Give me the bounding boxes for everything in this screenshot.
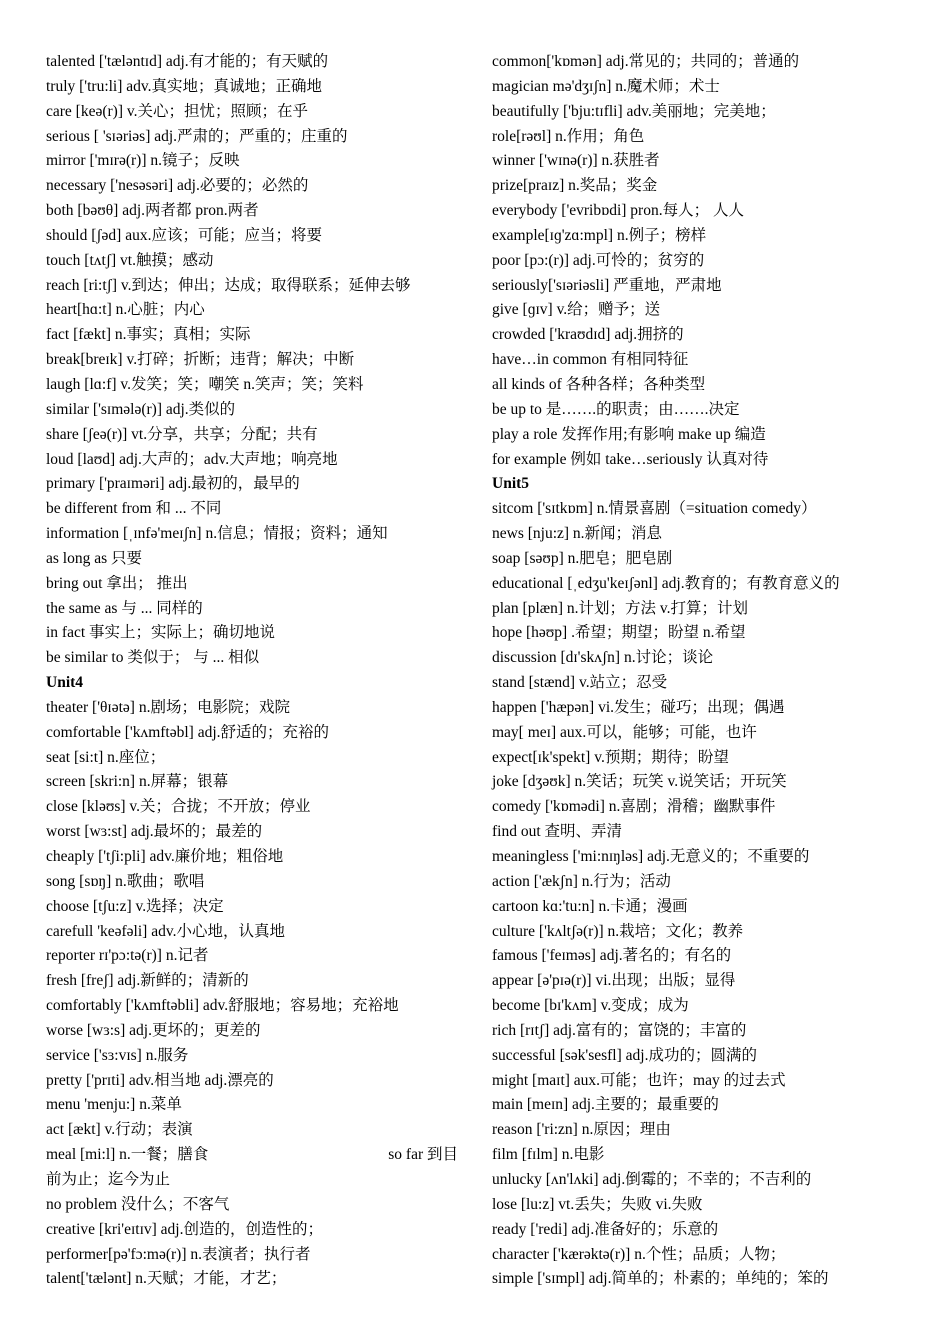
vocab-entry: in fact 事实上；实际上；确切地说 xyxy=(46,624,276,642)
vocab-entry: winner ['wɪnə(r)] n.获胜者 xyxy=(492,152,660,170)
vocab-entry: action ['ækʃn] n.行为；活动 xyxy=(492,872,671,890)
vocab-entry: should [ʃəd] aux.应该；可能；应当；将要 xyxy=(46,226,322,244)
vocab-entry: service ['sɜ:vɪs] n.服务 xyxy=(46,1046,189,1064)
vocab-entry: reporter rɪ'pɔ:tə(r)] n.记者 xyxy=(46,947,209,965)
vocab-entry: plan [plæn] n.计划；方法 v.打算；计划 xyxy=(492,599,749,617)
vocab-entry: discussion [dɪ'skʌʃn] n.讨论；谈论 xyxy=(492,649,714,667)
vocab-entry: simple ['sɪmpl] adj.简单的；朴素的；单纯的；笨的 xyxy=(492,1270,829,1288)
vocab-entry: hope [həʊp] .希望；期望；盼望 n.希望 xyxy=(492,624,746,642)
vocab-entry: the same as 与 ... 同样的 xyxy=(46,599,203,617)
vocab-entry: comfortable ['kʌmftəbl] adj.舒适的；充裕的 xyxy=(46,723,330,741)
vocab-entry: main [meɪn] adj.主要的；最重要的 xyxy=(492,1096,719,1114)
right-column xyxy=(492,50,932,1292)
vocab-entry: truly ['tru:li] adv.真实地；真诚地；正确地 xyxy=(46,77,323,95)
vocab-entry: worst [wɜ:st] adj.最坏的；最差的 xyxy=(46,823,263,841)
vocab-entry: soap [səʊp] n.肥皂；肥皂剧 xyxy=(492,549,673,567)
vocab-entry: all kinds of 各种各样；各种类型 xyxy=(492,375,706,393)
vocab-entry: rich [rɪtʃ] adj.富有的；富饶的；丰富的 xyxy=(492,1021,747,1039)
vocab-entry: example[ɪɡ'zɑ:mpl] n.例子；榜样 xyxy=(492,226,707,244)
vocab-entry: joke [dʒəʊk] n.笑话；玩笑 v.说笑话；开玩笑 xyxy=(492,773,787,791)
vocab-entry: song [sɒŋ] n.歌曲；歌唱 xyxy=(46,872,205,890)
vocab-entry: expect[ɪk'spekt] v.预期；期待；盼望 xyxy=(492,748,729,766)
unit-heading: Unit4 xyxy=(46,674,84,692)
vocab-entry: beautifully ['bju:tɪfli] adv.美丽地；完美地； xyxy=(492,102,776,120)
vocab-entry: stand [stænd] v.站立；忍受 xyxy=(492,674,668,692)
vocab-entry: common['kɒmən] adj.常见的；共同的；普通的 xyxy=(492,53,800,70)
vocab-entry: as long as 只要 xyxy=(46,549,143,567)
vocab-entry: play a role 发挥作用;有影响 make up 编造 xyxy=(492,425,766,443)
vocab-entry-split xyxy=(46,1143,458,1168)
vocab-entry: magician mə'dʒɪʃn] n.魔术师；术士 xyxy=(492,77,720,95)
vocab-entry: become [bɪ'kʌm] v.变成；成为 xyxy=(492,997,689,1015)
vocab-entry: bring out 拿出； 推出 xyxy=(46,574,188,592)
vocab-entry: information [ˌɪnfə'meɪʃn] n.信息；情报；资料；通知 xyxy=(46,525,388,543)
vocab-entry: carefull 'keəfəli] adv.小心地，认真地 xyxy=(46,922,285,940)
vocab-entry: seat [si:t] n.座位； xyxy=(46,748,166,766)
vocab-entry: talent['tælənt] n.天赋；才能，才艺； xyxy=(46,1270,287,1288)
vocab-entry: famous ['feɪməs] adj.著名的；有名的 xyxy=(492,947,732,965)
vocab-entry: no problem 没什么；不客气 xyxy=(46,1195,230,1213)
vocab-entry: prize[praɪz] n.奖品；奖金 xyxy=(492,177,658,195)
vocab-entry: heart[hɑ:t] n.心脏；内心 xyxy=(46,301,205,319)
vocab-entry: educational [ˌedʒu'keɪʃənl] adj.教育的；有教育意义的 xyxy=(492,574,840,592)
vocab-entry: performer[pə'fɔ:mə(r)] n.表演者；执行者 xyxy=(46,1245,311,1263)
vocab-entry: find out 查明、弄清 xyxy=(492,823,623,841)
vocab-entry: news [nju:z] n.新闻；消息 xyxy=(492,525,663,543)
vocab-entry: lose [lu:z] vt.丢失；失败 vi.失败 xyxy=(492,1195,703,1213)
vocab-entry: ready ['redi] adj.准备好的；乐意的 xyxy=(492,1220,719,1238)
vocab-entry: care [keə(r)] v.关心；担忧；照顾；在乎 xyxy=(46,102,308,120)
vocab-entry: touch [tʌtʃ] vt.触摸；感动 xyxy=(46,251,214,269)
vocab-entry: comfortably ['kʌmftəbli] adv.舒服地；容易地；充裕地 xyxy=(46,997,399,1015)
vocab-entry: laugh [lɑ:f] v.发笑；笑；嘲笑 n.笑声；笑；笑料 xyxy=(46,375,364,393)
vocab-entry: menu 'menju:] n.菜单 xyxy=(46,1096,182,1114)
vocab-entry: fresh [freʃ] adj.新鲜的；清新的 xyxy=(46,972,249,990)
vocab-entry: crowded ['kraʊdɪd] adj.拥挤的 xyxy=(492,326,684,344)
unit-heading: Unit5 xyxy=(492,475,530,493)
vocab-entry: comedy ['kɒmədi] n.喜剧；滑稽；幽默事件 xyxy=(492,798,776,816)
vocab-entry: reason ['ri:zn] n.原因；理由 xyxy=(492,1121,671,1139)
vocab-entry: give [ɡɪv] v.给；赠予；送 xyxy=(492,301,661,319)
vocab-entry: necessary ['nesəsəri] adj.必要的；必然的 xyxy=(46,177,309,195)
vocab-entry: everybody ['evribɒdi] pron.每人； 人人 xyxy=(492,202,744,220)
vocab-entry: seriously['sɪəriəsli] 严重地，严肃地 xyxy=(492,276,722,294)
vocab-entry: have…in common 有相同特征 xyxy=(492,351,689,369)
vocab-entry: share [ʃeə(r)] vt.分享，共享；分配；共有 xyxy=(46,425,318,443)
vocab-entry: film [fɪlm] n.电影 xyxy=(492,1146,605,1164)
vocab-entry: break[breɪk] v.打碎；折断；违背；解决；中断 xyxy=(46,351,355,369)
vocab-entry: pretty ['prɪti] adv.相当地 adj.漂亮的 xyxy=(46,1071,274,1089)
vocab-entry: be similar to 类似于； 与 ... 相似 xyxy=(46,649,260,667)
vocab-entry: poor [pɔ:(r)] adj.可怜的；贫穷的 xyxy=(492,251,705,269)
vocab-entry: worse [wɜ:s] adj.更坏的；更差的 xyxy=(46,1021,261,1039)
vocab-entry: close [kləʊs] v.关；合拢；不开放；停业 xyxy=(46,798,311,816)
vocab-entry: similar ['sɪmələ(r)] adj.类似的 xyxy=(46,400,236,418)
vocab-entry: theater ['θɪətə] n.剧场；电影院；戏院 xyxy=(46,698,290,716)
vocab-entry: appear [ə'pɪə(r)] vi.出现；出版；显得 xyxy=(492,972,736,990)
vocab-entry: so far 到目 xyxy=(388,1146,458,1164)
vocab-entry: be different from 和 ... 不同 xyxy=(46,500,222,518)
vocab-entry: act [ækt] v.行动；表演 xyxy=(46,1121,193,1139)
vocab-entry: both [bəʊθ] adj.两者都 pron.两者 xyxy=(46,202,259,220)
vocab-entry: may[ meɪ] aux.可以，能够；可能，也许 xyxy=(492,723,757,741)
vocab-entry: reach [ri:tʃ] v.到达；伸出；达成；取得联系；延伸去够 xyxy=(46,276,411,294)
vocab-entry: for example 例如 take…seriously 认真对待 xyxy=(492,450,769,468)
vocab-entry: loud [laʊd] adj.大声的；adv.大声地；响亮地 xyxy=(46,450,338,468)
vocab-entry: role[rəʊl] n.作用；角色 xyxy=(492,127,645,145)
left-column xyxy=(46,50,466,1292)
vocab-entry: character ['kærəktə(r)] n.个性；品质；人物； xyxy=(492,1245,786,1263)
vocab-entry: culture ['kʌltʃə(r)] n.栽培；文化；教养 xyxy=(492,922,744,940)
vocab-entry: might [maɪt] aux.可能；也许；may 的过去式 xyxy=(492,1071,786,1089)
vocab-entry: sitcom ['sɪtkɒm] n.情景喜剧（=situation comedy） xyxy=(492,500,817,518)
vocab-entry: 前为止；迄今为止 xyxy=(46,1170,171,1188)
vocab-entry: successful [sək'sesfl] adj.成功的；圆满的 xyxy=(492,1046,757,1064)
vocab-entry: choose [tʃu:z] v.选择；决定 xyxy=(46,897,224,915)
vocab-entry: creative [kri'eɪtɪv] adj.创造的，创造性的； xyxy=(46,1220,323,1238)
vocab-entry: primary ['praɪməri] adj.最初的，最早的 xyxy=(46,475,300,493)
vocab-entry: unlucky [ʌn'lʌki] adj.倒霉的；不幸的；不吉利的 xyxy=(492,1170,812,1188)
vocab-entry: cartoon kɑ:'tu:n] n.卡通；漫画 xyxy=(492,897,688,915)
vocab-entry: screen [skri:n] n.屏幕；银幕 xyxy=(46,773,229,791)
vocab-entry: talented ['tæləntɪd] adj.有才能的；有天赋的 xyxy=(46,53,329,70)
vocab-entry: meaningless ['mi:nɪŋləs] adj.无意义的；不重要的 xyxy=(492,848,810,865)
vocab-entry: happen ['hæpən] vi.发生；碰巧；出现；偶遇 xyxy=(492,698,785,716)
vocab-entry: be up to 是…….的职责；由…….决定 xyxy=(492,400,740,418)
vocab-entry: meal [mi:l] n.一餐；膳食 xyxy=(46,1146,209,1164)
vocab-entry: serious [ 'sɪəriəs] adj.严肃的；严重的；庄重的 xyxy=(46,127,348,145)
vocab-entry: mirror ['mɪrə(r)] n.镜子；反映 xyxy=(46,152,240,170)
vocab-entry: fact [fækt] n.事实；真相；实际 xyxy=(46,326,251,344)
vocab-entry: cheaply ['tʃi:pli] adv.廉价地；粗俗地 xyxy=(46,848,284,865)
